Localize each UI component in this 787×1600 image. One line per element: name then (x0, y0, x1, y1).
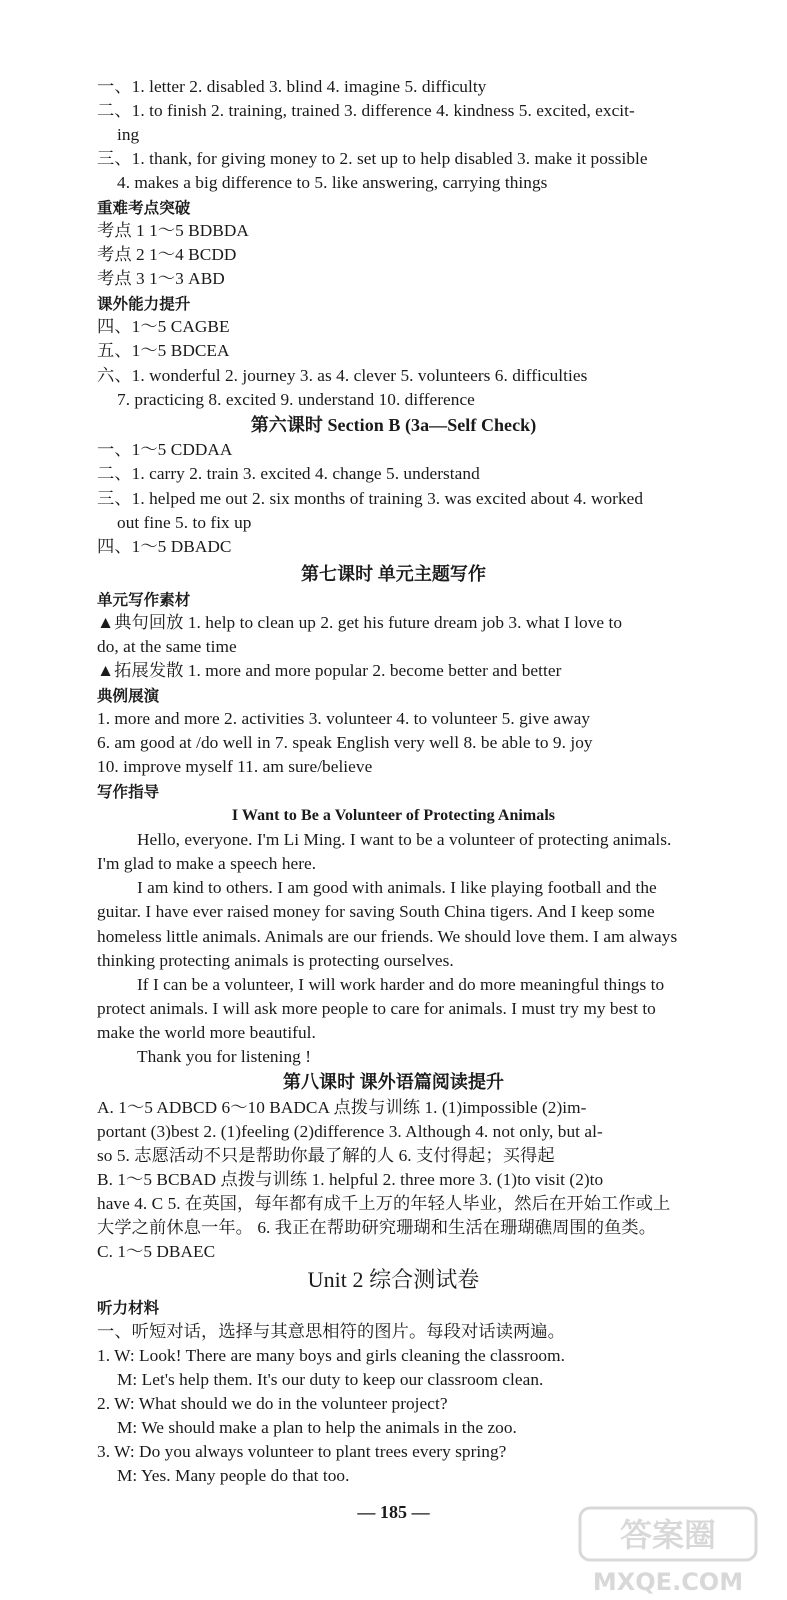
listening-line: M: We should make a plan to help the animals in the zoo. (117, 1418, 517, 1437)
answer-line: 二、1. to finish 2. training, trained 3. difference 4. kindness 5. excited, excit- (97, 101, 635, 120)
essay-line: homeless little animals. Animals are our friends. We should love them. I am always (97, 927, 678, 946)
listening-line: 一、听短对话，选择与其意思相符的图片。每段对话读两遍。 (97, 1322, 565, 1341)
lesson-title: 第八课时 课外语篇阅读提升 (282, 1072, 505, 1092)
essay-line: If I can be a volunteer, I will work harder and do more meaningful things to (137, 975, 665, 994)
answer-line: have 4. C 5. 在英国，每年都有成千上万的年轻人毕业，然后在开始工作或上 (97, 1194, 671, 1213)
essay-line: I'm glad to make a speech here. (97, 854, 317, 873)
page-number: — 185 — (357, 1502, 430, 1522)
listening-line: 2. W: What should we do in the volunteer project? (97, 1394, 448, 1413)
answer-line: 考点 1 1～5 BDBDA (97, 221, 249, 240)
essay-line: make the world more beautiful. (97, 1023, 316, 1042)
watermark-logo (560, 1500, 770, 1600)
section-heading: 单元写作素材 (97, 591, 191, 609)
section-heading: 听力材料 (97, 1299, 160, 1317)
essay-line: Hello, everyone. I'm Li Ming. I want to be a volunteer of protecting animals. (137, 830, 672, 849)
essay-line: thinking protecting animals is protecting ourselves. (97, 951, 454, 970)
answer-line: 考点 3 1～3 ABD (97, 269, 225, 288)
essay-title: I Want to Be a Volunteer of Protecting Animals (231, 807, 556, 824)
answer-line: 考点 2 1～4 BCDD (97, 245, 237, 264)
answer-line: 三、1. helped me out 2. six months of training 3. was excited about 4. worked (97, 489, 644, 508)
lesson-title: 第六课时 Section B (3a—Self Check) (250, 415, 537, 435)
section-heading: 典例展演 (97, 687, 160, 705)
answer-line: B. 1～5 BCBAD 点拨与训练 1. helpful 2. three more 3. (1)to visit (2)to (97, 1170, 604, 1189)
listening-line: M: Yes. Many people do that too. (117, 1466, 350, 1485)
listening-line: M: Let's help them. It's our duty to keep our classroom clean. (117, 1370, 544, 1389)
essay-line: I am kind to others. I am good with animals. I like playing football and the (137, 878, 657, 897)
listening-line: 3. W: Do you always volunteer to plant trees every spring? (97, 1442, 507, 1461)
answer-line: C. 1～5 DBAEC (97, 1242, 216, 1261)
answer-line: 五、1～5 BDCEA (97, 341, 230, 360)
answer-line: ▲典句回放 1. help to clean up 2. get his future dream job 3. what I love to (97, 613, 623, 632)
answer-line: out fine 5. to fix up (117, 513, 252, 532)
answer-line: 三、1. thank, for giving money to 2. set up to help disabled 3. make it possible (97, 149, 648, 168)
answer-line: 一、1～5 CDDAA (97, 440, 233, 459)
essay-line: guitar. I have ever raised money for saving South China tigers. And I keep some (97, 902, 655, 921)
listening-line: 1. W: Look! There are many boys and girls cleaning the classroom. (97, 1346, 565, 1365)
answer-line: 7. practicing 8. excited 9. understand 10. difference (117, 390, 475, 409)
answer-line: so 5. 志愿活动不只是帮助你最了解的人 6. 支付得起；买得起 (97, 1146, 555, 1165)
section-heading: 写作指导 (97, 783, 160, 801)
answer-line: ▲拓展发散 1. more and more popular 2. become better and better (97, 661, 562, 680)
lesson-title: 第七课时 单元主题写作 (300, 564, 487, 584)
section-heading: 重难考点突破 (97, 199, 191, 217)
svg-text:MXQE.COM: MXQE.COM (592, 1568, 744, 1596)
answer-line: 四、1～5 DBADC (97, 537, 232, 556)
essay-line: protect animals. I will ask more people to care for animals. I must try my best to (97, 999, 656, 1018)
answer-line: 6. am good at /do well in 7. speak English very well 8. be able to 9. joy (97, 733, 593, 752)
section-heading: 课外能力提升 (97, 295, 191, 313)
answer-line: 4. makes a big difference to 5. like answering, carrying things (117, 173, 548, 192)
essay-line: Thank you for listening ! (137, 1047, 312, 1066)
answer-line: 四、1～5 CAGBE (97, 317, 230, 336)
answer-line: 大学之前休息一年。 6. 我正在帮助研究珊瑚和生活在珊瑚礁周围的鱼类。 (97, 1218, 657, 1237)
unit-test-title: Unit 2 综合测试卷 (307, 1267, 480, 1292)
answer-line: 六、1. wonderful 2. journey 3. as 4. clever 5. volunteers 6. difficulties (97, 366, 588, 385)
answer-line: 1. more and more 2. activities 3. volunteer 4. to volunteer 5. give away (97, 709, 591, 728)
answer-line: ing (117, 125, 140, 144)
answer-line: 二、1. carry 2. train 3. excited 4. change 5. understand (97, 464, 480, 483)
svg-text:答案圈: 答案圈 (619, 1516, 717, 1554)
answer-line: 一、1. letter 2. disabled 3. blind 4. imagine 5. difficulty (97, 77, 487, 96)
answer-line: portant (3)best 2. (1)feeling (2)difference 3. Although 4. not only, but al- (97, 1122, 603, 1141)
answer-line: A. 1～5 ADBCD 6～10 BADCA 点拨与训练 1. (1)impossible (2)im- (97, 1098, 587, 1117)
answer-line: do, at the same time (97, 637, 237, 656)
answer-line: 10. improve myself 11. am sure/believe (97, 757, 373, 776)
